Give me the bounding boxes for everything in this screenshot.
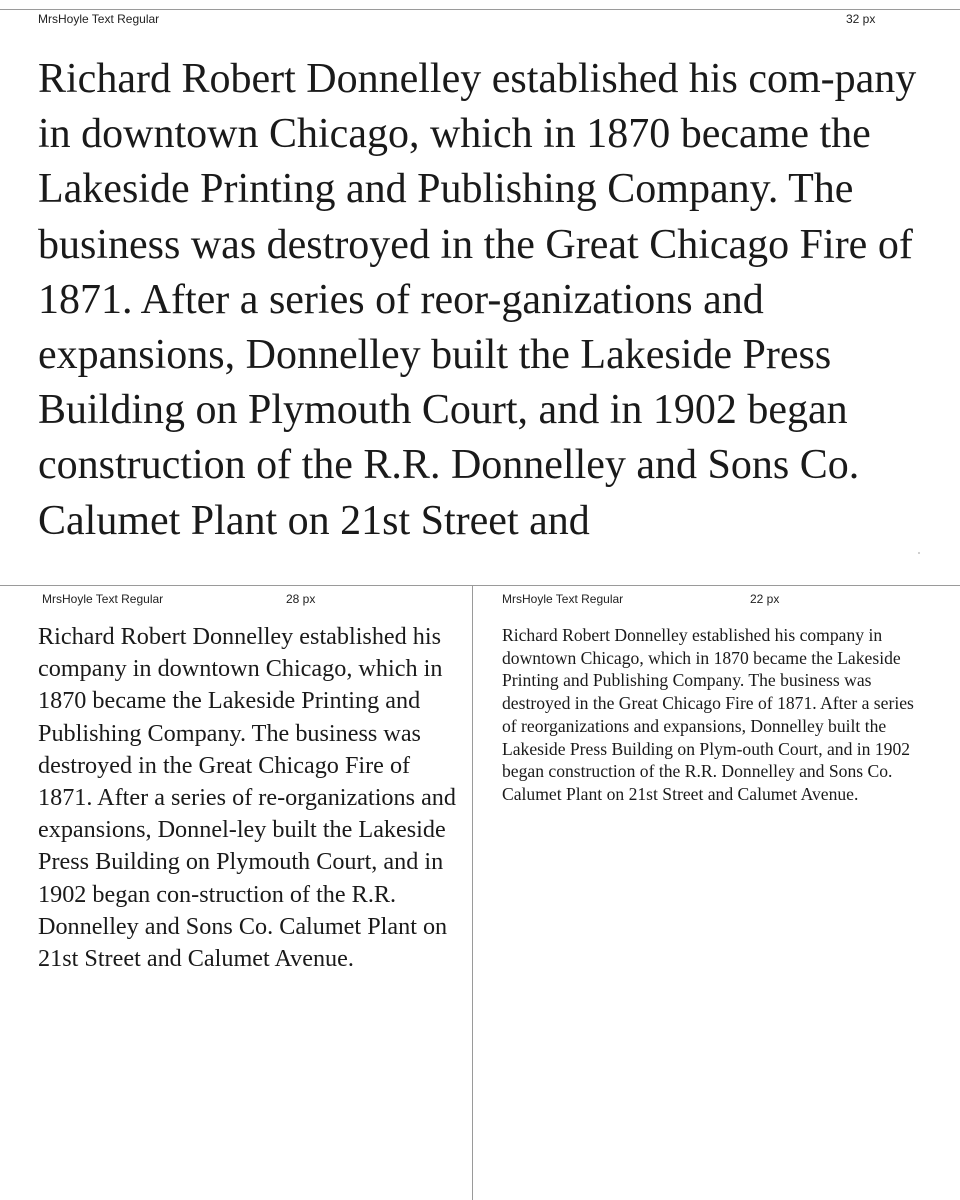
size-label-22: 22 px [750, 592, 780, 606]
sample-text-32: Richard Robert Donnelley established his com-pany in downtown Chicago, which in 1870 became the Lakeside Printing and Publishing Company. The business was destroyed in the Great Chicago Fire of 1871. After a series of reor-ganizations and expansions, Donnelley built the Lakeside Press Building on Plymouth Court, and in 1902 began construction of the R.R. Donnelley and Sons Co. Calumet Plant on 21st Street and [38, 56, 917, 544]
sample-text-22: Richard Robert Donnelley established his company in downtown Chicago, which in 1870 became the Lakeside Printing and Publishing Company. The business was destroyed in the Great Chicago Fire of 1871. After a series of reorganizations and expansions, Donnelley built the Lakeside Press Building on Plym-outh Court, and in 1902 began construction of the R.R. Donnelley and Sons Co. Calumet Plant on 21st Street and Calumet Avenue. [502, 625, 914, 804]
size-label-28: 28 px [286, 592, 316, 606]
column-divider [472, 585, 473, 1200]
font-name-label-28: MrsHoyle Text Regular [42, 592, 164, 606]
font-name-label-22: MrsHoyle Text Regular [502, 592, 624, 606]
size-label-32: 32 px [846, 12, 876, 26]
sample-text-28: Richard Robert Donnelley established his company in downtown Chicago, which in 1870 became the Lakeside Printing and Publishing Company. The business was destroyed in the Great Chicago Fire of 1871. After a series of re-organizations and expansions, Donnel-ley built the Lakeside Press Building on Plymouth Court, and in 1902 began con-struction of the R.R. Donnelley and Sons Co. Calumet Plant on 21st Street and Calumet Avenue. [38, 623, 456, 973]
stray-dot [918, 552, 920, 554]
section-divider [0, 585, 960, 586]
top-divider [0, 9, 960, 10]
font-name-label-32: MrsHoyle Text Regular [38, 12, 160, 26]
